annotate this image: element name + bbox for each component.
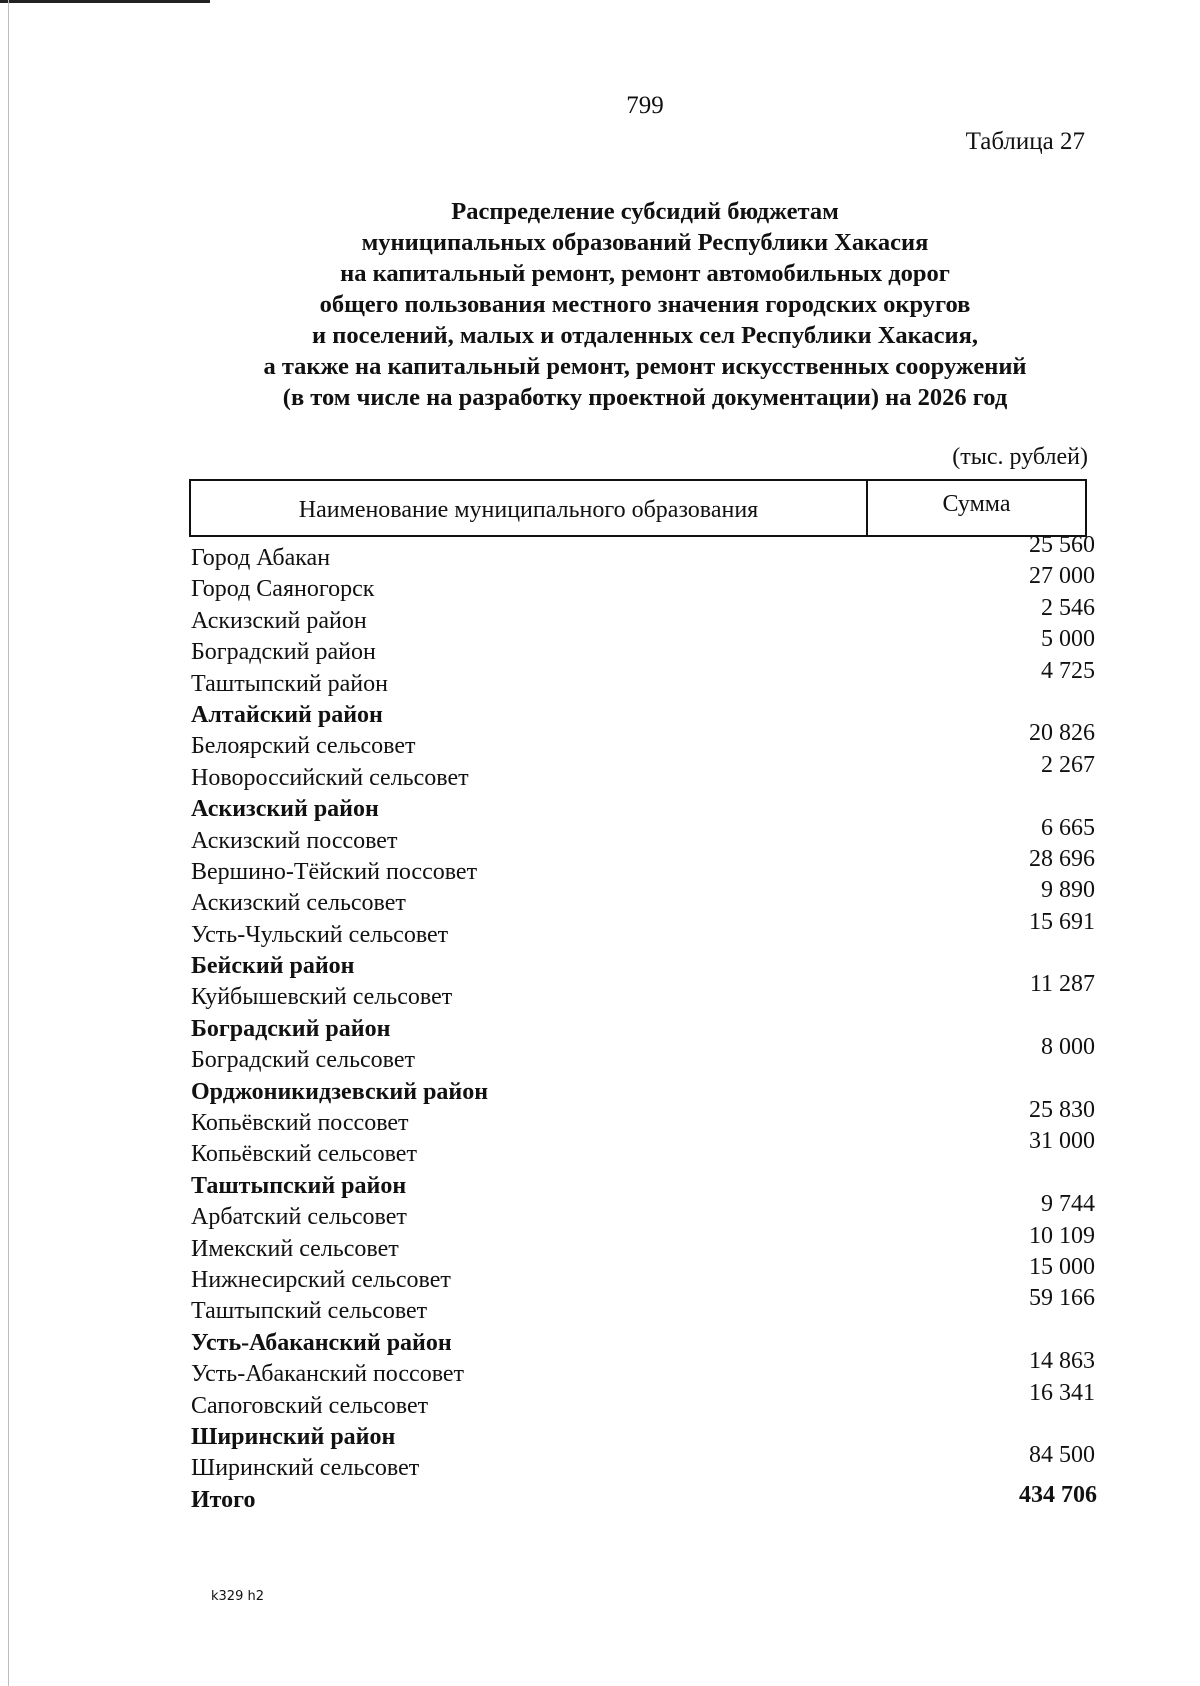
total-label: Итого <box>191 1486 256 1513</box>
table-label: Таблица 27 <box>965 128 1085 155</box>
row-value: 84 500 <box>1029 1442 1095 1469</box>
table-body <box>190 532 1097 1514</box>
scan-edge-top <box>0 0 210 3</box>
table-row <box>190 971 1095 1011</box>
total-value: 434 706 <box>1019 1481 1097 1508</box>
district-heading: Бейский район <box>191 953 355 980</box>
row-name: Усть-Абаканский поссовет <box>191 1361 465 1388</box>
title-line: и поселений, малых и отдаленных сел Республики Хакасия, <box>311 322 979 349</box>
row-value: 25 560 <box>1029 532 1095 558</box>
table-row <box>190 1222 1095 1263</box>
table-row <box>190 1253 1095 1294</box>
row-value: 5 000 <box>1041 626 1095 653</box>
district-heading: Боградский район <box>191 1015 391 1042</box>
row-value: 8 000 <box>1041 1034 1095 1061</box>
document-title <box>120 196 1170 413</box>
row-value: 59 166 <box>1029 1285 1095 1312</box>
title-line: (в том числе на разработку проектной документации) на 2026 год <box>282 384 1008 411</box>
row-name: Таштыпский сельсовет <box>191 1298 428 1325</box>
district-heading: Алтайский район <box>191 701 383 728</box>
district-heading-row <box>190 1075 1095 1106</box>
district-heading-row <box>190 949 1095 980</box>
row-name: Сапоговский сельсовет <box>191 1392 429 1419</box>
row-value: 15 000 <box>1029 1253 1095 1280</box>
table-row <box>190 1034 1095 1074</box>
row-value: 6 665 <box>1041 814 1095 841</box>
row-name: Нижнесирский сельсовет <box>191 1266 451 1293</box>
row-name: Вершино-Тёйский поссовет <box>191 858 478 885</box>
row-name: Таштыпский район <box>191 670 388 697</box>
row-value: 27 000 <box>1029 563 1095 590</box>
row-value: 20 826 <box>1029 720 1095 747</box>
title-line: на капитальный ремонт, ремонт автомобильных дорог <box>340 260 950 287</box>
title-line: а также на капитальный ремонт, ремонт искусственных сооружений <box>263 353 1027 380</box>
row-value: 10 109 <box>1029 1222 1095 1249</box>
table-row <box>190 1348 1095 1388</box>
row-value: 2 267 <box>1041 751 1095 778</box>
district-heading-row <box>190 1326 1095 1357</box>
row-value: 25 830 <box>1029 1097 1095 1124</box>
table-row <box>190 1442 1095 1482</box>
row-value: 9 744 <box>1041 1191 1095 1218</box>
row-name: Копьёвский сельсовет <box>191 1141 417 1168</box>
row-name: Имекский сельсовет <box>191 1235 399 1262</box>
district-heading-row <box>190 698 1095 729</box>
column-header-name: Наименование муниципального образования <box>191 481 868 535</box>
row-name: Аскизский район <box>191 607 367 634</box>
district-heading: Орджоникидзевский район <box>191 1078 489 1105</box>
row-name: Аскизский поссовет <box>191 827 398 854</box>
footer-code: k329 h2 <box>211 1589 264 1604</box>
row-name: Город Саяногорск <box>191 576 375 603</box>
table-row <box>190 908 1095 949</box>
row-value: 16 341 <box>1029 1379 1095 1406</box>
row-name: Боградский район <box>191 639 376 666</box>
row-value: 11 287 <box>1029 971 1095 998</box>
units-label: (тыс. рублей) <box>952 444 1088 470</box>
district-heading-row <box>190 792 1095 823</box>
total-row <box>190 1483 1095 1514</box>
row-value: 31 000 <box>1029 1128 1095 1155</box>
row-name: Боградский сельсовет <box>191 1047 415 1074</box>
table-header <box>189 479 1087 537</box>
table-row <box>190 1379 1095 1420</box>
table-row <box>190 845 1095 886</box>
row-name: Арбатский сельсовет <box>191 1204 407 1231</box>
table-row <box>190 1285 1095 1325</box>
district-heading-row <box>190 1169 1095 1200</box>
row-value: 2 546 <box>1041 594 1095 621</box>
district-heading-row <box>190 1420 1095 1451</box>
district-heading-row <box>190 1012 1095 1043</box>
table-row <box>190 1128 1095 1168</box>
row-name: Новороссийский сельсовет <box>191 764 469 791</box>
title-line: муниципальных образований Республики Хакасия <box>361 229 929 256</box>
scan-edge-left <box>8 0 9 1686</box>
district-heading: Таштыпский район <box>191 1172 407 1199</box>
title-line: Распределение субсидий бюджетам <box>451 198 839 225</box>
row-value: 14 863 <box>1029 1348 1095 1375</box>
table-row <box>190 563 1095 603</box>
district-heading: Аскизский район <box>191 796 379 823</box>
row-name: Ширинский сельсовет <box>191 1455 420 1482</box>
table-row <box>190 657 1095 698</box>
row-name: Копьёвский поссовет <box>191 1110 409 1137</box>
table-row <box>190 1097 1095 1137</box>
table-row <box>190 814 1095 855</box>
title-line: общего пользования местного значения городских округов <box>319 291 971 318</box>
table-row <box>190 877 1095 917</box>
table-row <box>190 720 1095 760</box>
row-name: Куйбышевский сельсовет <box>191 984 453 1011</box>
row-value: 15 691 <box>1029 908 1095 935</box>
row-value: 4 725 <box>1041 657 1095 684</box>
table-row <box>190 594 1095 635</box>
row-value: 9 890 <box>1041 877 1095 904</box>
table-row <box>190 626 1095 666</box>
row-name: Город Абакан <box>191 545 331 571</box>
district-heading: Ширинский район <box>191 1423 396 1450</box>
row-name: Белоярский сельсовет <box>191 733 416 760</box>
row-value: 28 696 <box>1029 845 1095 872</box>
row-name: Усть-Чульский сельсовет <box>191 921 449 948</box>
table-row <box>190 751 1095 792</box>
page-number: 799 <box>626 92 664 119</box>
table-row <box>190 1191 1095 1231</box>
row-name: Аскизский сельсовет <box>191 890 406 917</box>
district-heading: Усть-Абаканский район <box>191 1329 452 1356</box>
column-header-sum: Сумма <box>942 490 1011 517</box>
table-row <box>190 532 1095 572</box>
